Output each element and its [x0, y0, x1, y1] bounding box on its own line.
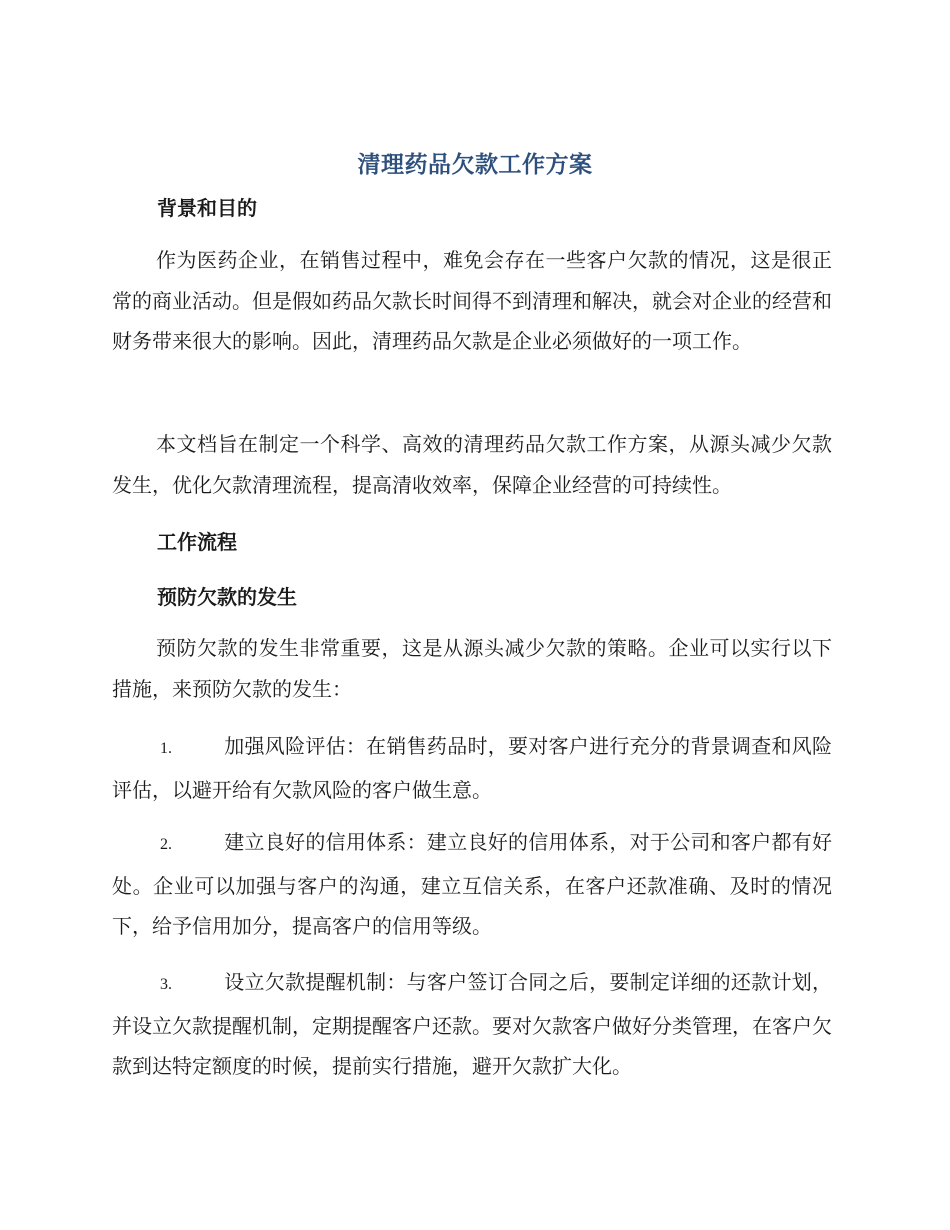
list-item [112, 822, 832, 947]
paragraph-prevent-intro: 预防欠款的发生非常重要，这是从源头减少欠款的策略。企业可以实行以下措施，来预防欠款的发生： [112, 636, 832, 701]
paragraph-intro: 作为医药企业，在销售过程中，难免会存在一些客户欠款的情况，这是很正常的商业活动。但是假如药品欠款长时间得不到清理和解决，就会对企业的经营和财务带来很大的影响。因此，清理药品欠款是企业必须做好的一项工作。 [112, 248, 832, 353]
list-item [112, 962, 832, 1087]
document-title: 清理药品欠款工作方案 [357, 152, 593, 178]
subsection-heading-prevent: 预防欠款的发生 [157, 585, 297, 609]
list-item [112, 726, 832, 810]
list-number: 1. [160, 740, 172, 757]
list-item-text: 设立欠款提醒机制：与客户签订合同之后，要制定详细的还款计划，并设立欠款提醒机制，定期提醒客户还款。要对欠款客户做好分类管理，在客户欠款到达特定额度的时候，提前实行措施，避开欠款扩大化。 [112, 970, 832, 1078]
list-item-text: 加强风险评估：在销售药品时，要对客户进行充分的背景调查和风险评估，以避开给有欠款风险的客户做生意。 [112, 734, 832, 802]
list-number: 3. [160, 976, 172, 993]
section-heading-workflow: 工作流程 [157, 530, 237, 554]
list-item-text: 建立良好的信用体系：建立良好的信用体系，对于公司和客户都有好处。企业可以加强与客户的沟通，建立互信关系，在客户还款准确、及时的情况下，给予信用加分，提高客户的信用等级。 [112, 830, 832, 938]
paragraph-purpose: 本文档旨在制定一个科学、高效的清理药品欠款工作方案，从源头减少欠款发生，优化欠款清理流程，提高清收效率，保障企业经营的可持续性。 [112, 432, 832, 497]
section-heading-background: 背景和目的 [157, 196, 257, 220]
list-number: 2. [160, 836, 172, 853]
